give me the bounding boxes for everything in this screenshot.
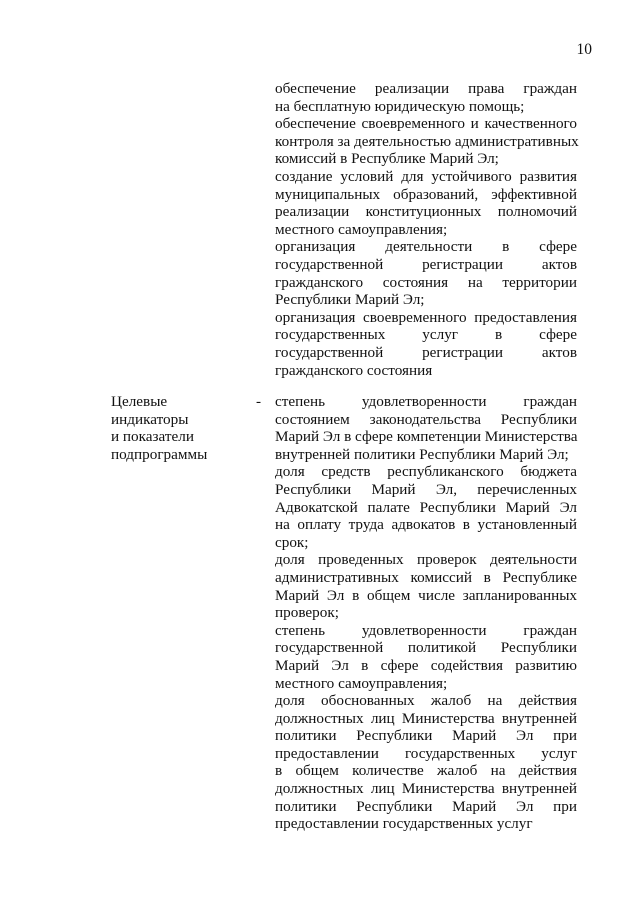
text-line: на бесплатную юридическую помощь; [275, 97, 525, 115]
text-line: организация своевременного предоставления [275, 308, 577, 326]
text-line: государственных услуг в сфере [275, 326, 577, 344]
text-line: муниципальных образований, эффективной [275, 185, 577, 203]
text-line: гражданского состояния [275, 361, 433, 379]
text-line: внутренней политики Республики Марий Эл; [275, 445, 569, 463]
text-line: Марий Эл в сфере содействия развитию [275, 656, 577, 674]
text-line: доля проведенных проверок деятельности [275, 551, 577, 569]
text-line: состоянием законодательства Республики [275, 410, 577, 428]
text-line: доля средств республиканского бюджета [275, 463, 577, 481]
text-line: гражданского состояния на территории [275, 273, 577, 291]
section-label-line: индикаторы [111, 410, 189, 428]
text-line: Марий Эл в сфере компетенции Министерства [275, 428, 578, 446]
text-line: доля обоснованных жалоб на действия [275, 692, 577, 710]
text-line: Республики Марий Эл; [275, 291, 425, 309]
text-line: Адвокатской палате Республики Марий Эл [275, 498, 577, 516]
text-line: административных комиссий в Республике [275, 568, 577, 586]
text-line: проверок; [275, 604, 339, 622]
text-line: контроля за деятельностью административных [275, 132, 579, 150]
text-line: степень удовлетворенности граждан [275, 621, 577, 639]
text-line: предоставлении государственных услуг [275, 744, 577, 762]
page-number: 10 [576, 41, 592, 58]
text-line: государственной регистрации актов [275, 255, 577, 273]
text-line: местного самоуправления; [275, 674, 448, 692]
text-line: государственной политикой Республики [275, 639, 577, 657]
section-label-line: Целевые [111, 393, 168, 410]
text-line: обеспечение реализации права граждан [275, 80, 577, 97]
upper-text-block [275, 80, 577, 379]
section-label-line: и показатели [111, 428, 194, 446]
text-line: политики Республики Марий Эл при [275, 797, 577, 815]
text-line: должностных лиц Министерства внутренней [275, 780, 577, 798]
text-line: организация деятельности в сфере [275, 238, 577, 256]
label-dash: - [256, 393, 262, 410]
text-line: обеспечение своевременного и качественного [275, 115, 577, 133]
text-line: реализации конституционных полномочий [275, 203, 577, 221]
text-line: местного самоуправления; [275, 220, 448, 238]
text-line: комиссий в Республике Марий Эл; [275, 150, 499, 168]
text-line: предоставлении государственных услуг [275, 815, 533, 833]
text-line: Марий Эл в общем числе запланированных [275, 586, 577, 604]
section-label [111, 393, 251, 463]
indicators-text-block [275, 393, 577, 833]
text-line: Республики Марий Эл, перечисленных [275, 480, 577, 498]
text-line: степень удовлетворенности граждан [275, 393, 577, 410]
text-line: в общем количестве жалоб на действия [275, 762, 577, 780]
text-line: политики Республики Марий Эл при [275, 727, 577, 745]
text-line: создание условий для устойчивого развития [275, 167, 577, 185]
section-label-line: подпрограммы [111, 445, 208, 463]
text-line: государственной регистрации актов [275, 343, 577, 361]
text-line: должностных лиц Министерства внутренней [275, 709, 577, 727]
text-line: срок; [275, 533, 309, 551]
text-line: на оплату труда адвокатов в установленный [275, 516, 577, 534]
